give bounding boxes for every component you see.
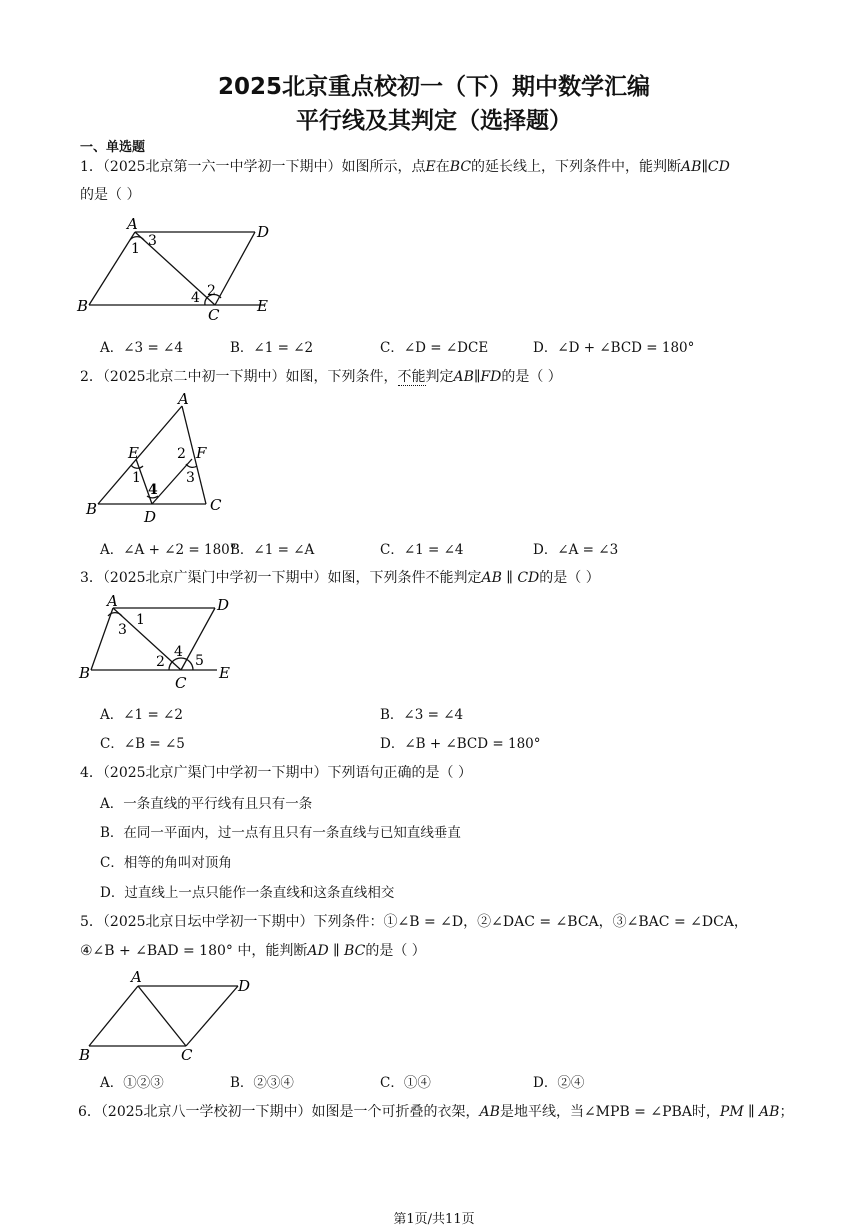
- q2-option-a[interactable]: A．∠A + ∠2 = 180°: [100, 542, 237, 558]
- q4-option-c[interactable]: C．相等的角叫对顶角: [100, 855, 232, 871]
- label-B: B: [86, 500, 98, 518]
- q5-text: 的是（ ）: [365, 943, 426, 959]
- q1-figure: [75, 210, 285, 325]
- q1-parallel: AB∥CD: [681, 159, 730, 175]
- angle-label-5: 5: [195, 653, 204, 669]
- angle-label-4: 4: [174, 644, 183, 660]
- q1-option-a[interactable]: A．∠3 = ∠4: [100, 340, 183, 356]
- q3-option-a[interactable]: A．∠1 = ∠2: [100, 707, 183, 723]
- label-B: B: [79, 664, 91, 682]
- q3-text: 的是（ ）: [539, 570, 600, 586]
- q6-text: 是地平线，当∠MPB = ∠PBA时，: [499, 1104, 720, 1120]
- label-D: D: [257, 223, 270, 241]
- angle-label-2: 2: [156, 654, 165, 670]
- q1-text: 的延长线上，下列条件中，能判断: [471, 159, 682, 175]
- label-E: E: [219, 664, 230, 682]
- q5-option-d[interactable]: D．②④: [533, 1075, 585, 1091]
- label-E: E: [257, 297, 268, 315]
- label-D: D: [217, 596, 230, 614]
- label-C: C: [175, 674, 187, 692]
- q3-figure: [75, 592, 245, 692]
- question-5-line-1: 5．（2025北京日坛中学初一下期中）下列条件：①∠B = ∠D，②∠DAC = ∠BCA，③∠BAC = ∠DCA，: [80, 914, 748, 930]
- q5-option-c[interactable]: C．①④: [380, 1075, 431, 1091]
- angle-label-4: 4: [148, 482, 158, 498]
- label-C: C: [181, 1046, 193, 1064]
- q1-option-b[interactable]: B．∠1 = ∠2: [230, 340, 314, 356]
- page-subtitle: 平行线及其判定（选择题）: [296, 108, 572, 134]
- q4-option-a[interactable]: A．一条直线的平行线有且只有一条: [100, 796, 313, 812]
- angle-label-2: 2: [207, 283, 216, 299]
- label-E: E: [128, 444, 139, 462]
- label-A: A: [127, 215, 138, 233]
- question-3: [80, 567, 600, 587]
- q4-option-d[interactable]: D．过直线上一点只能作一条直线和这条直线相交: [100, 885, 395, 901]
- q2-text: 的是（ ）: [501, 369, 562, 385]
- q2-option-c[interactable]: C．∠1 = ∠4: [380, 542, 464, 558]
- angle-label-2: 2: [177, 446, 186, 462]
- q2-option-b[interactable]: B．∠1 = ∠A: [230, 542, 315, 558]
- q6-parallel: PM ∥ AB: [719, 1104, 780, 1120]
- page-footer: 第1页/共11页: [393, 1212, 475, 1227]
- label-A: A: [131, 968, 142, 986]
- q4-option-b[interactable]: B．在同一平面内，过一点有且只有一条直线与已知直线垂直: [100, 825, 461, 841]
- q2-parallel: AB∥FD: [453, 369, 502, 385]
- question-1-line-1: [80, 156, 730, 176]
- q1-point: E: [425, 159, 436, 175]
- q3-option-c[interactable]: C．∠B = ∠5: [100, 736, 185, 752]
- section-heading: 一、单选题: [80, 140, 146, 155]
- q3-option-d[interactable]: D．∠B + ∠BCD = 180°: [380, 736, 541, 752]
- q1-segment: BC: [449, 159, 472, 175]
- q3-text: 3．（2025北京广渠门中学初一下期中）如图，下列条件不能判定: [80, 570, 482, 586]
- angle-label-3: 3: [148, 233, 157, 249]
- q5-figure: [75, 966, 265, 1066]
- q2-text: 判定: [425, 369, 454, 385]
- q1-text: 在: [435, 159, 450, 175]
- label-C: C: [210, 496, 222, 514]
- angle-label-1: 1: [131, 241, 140, 257]
- q2-option-d[interactable]: D．∠A = ∠3: [533, 542, 619, 558]
- label-F: F: [196, 444, 207, 462]
- label-A: A: [107, 592, 118, 610]
- angle-label-1: 1: [136, 612, 145, 628]
- angle-label-1: 1: [132, 470, 141, 486]
- q1-text: 1．（2025北京第一六一中学初一下期中）如图所示，点: [80, 159, 426, 175]
- q6-text: ；: [779, 1104, 794, 1120]
- label-C: C: [208, 306, 220, 324]
- q3-parallel: AB ∥ CD: [481, 570, 540, 586]
- angle-label-3: 3: [118, 622, 127, 638]
- q5-option-a[interactable]: A．①②③: [100, 1075, 164, 1091]
- q6-text: 6．（2025北京八一学校初一下期中）如图是一个可折叠的衣架，: [78, 1104, 480, 1120]
- q3-option-b[interactable]: B．∠3 = ∠4: [380, 707, 464, 723]
- page-title: 2025北京重点校初一（下）期中数学汇编: [217, 74, 650, 100]
- q2-figure: [80, 392, 230, 527]
- angle-label-4: 4: [191, 290, 200, 306]
- q1-option-d[interactable]: D．∠D + ∠BCD = 180°: [533, 340, 695, 356]
- q2-text: 2．（2025北京二中初一下期中）如图，下列条件，: [80, 369, 398, 385]
- label-D: D: [144, 508, 157, 526]
- q6-segment: AB: [479, 1104, 500, 1120]
- label-B: B: [79, 1046, 91, 1064]
- question-5-line-2: [80, 940, 426, 960]
- angle-label-3: 3: [186, 470, 195, 486]
- question-2: [80, 366, 562, 386]
- label-B: B: [77, 297, 89, 315]
- label-D: D: [238, 977, 251, 995]
- q5-parallel: AD ∥ BC: [307, 943, 366, 959]
- q2-emphasis: 不能: [397, 369, 426, 385]
- question-1-line-2: 的是（ ）: [80, 187, 141, 203]
- question-4: 4．（2025北京广渠门中学初一下期中）下列语句正确的是（ ）: [80, 765, 472, 781]
- q5-option-b[interactable]: B．②③④: [230, 1075, 294, 1091]
- question-6: [78, 1101, 793, 1121]
- q5-text: ④∠B + ∠BAD = 180° 中，能判断: [80, 943, 308, 959]
- q1-option-c[interactable]: C．∠D = ∠DCE: [380, 340, 489, 356]
- label-A: A: [178, 392, 189, 408]
